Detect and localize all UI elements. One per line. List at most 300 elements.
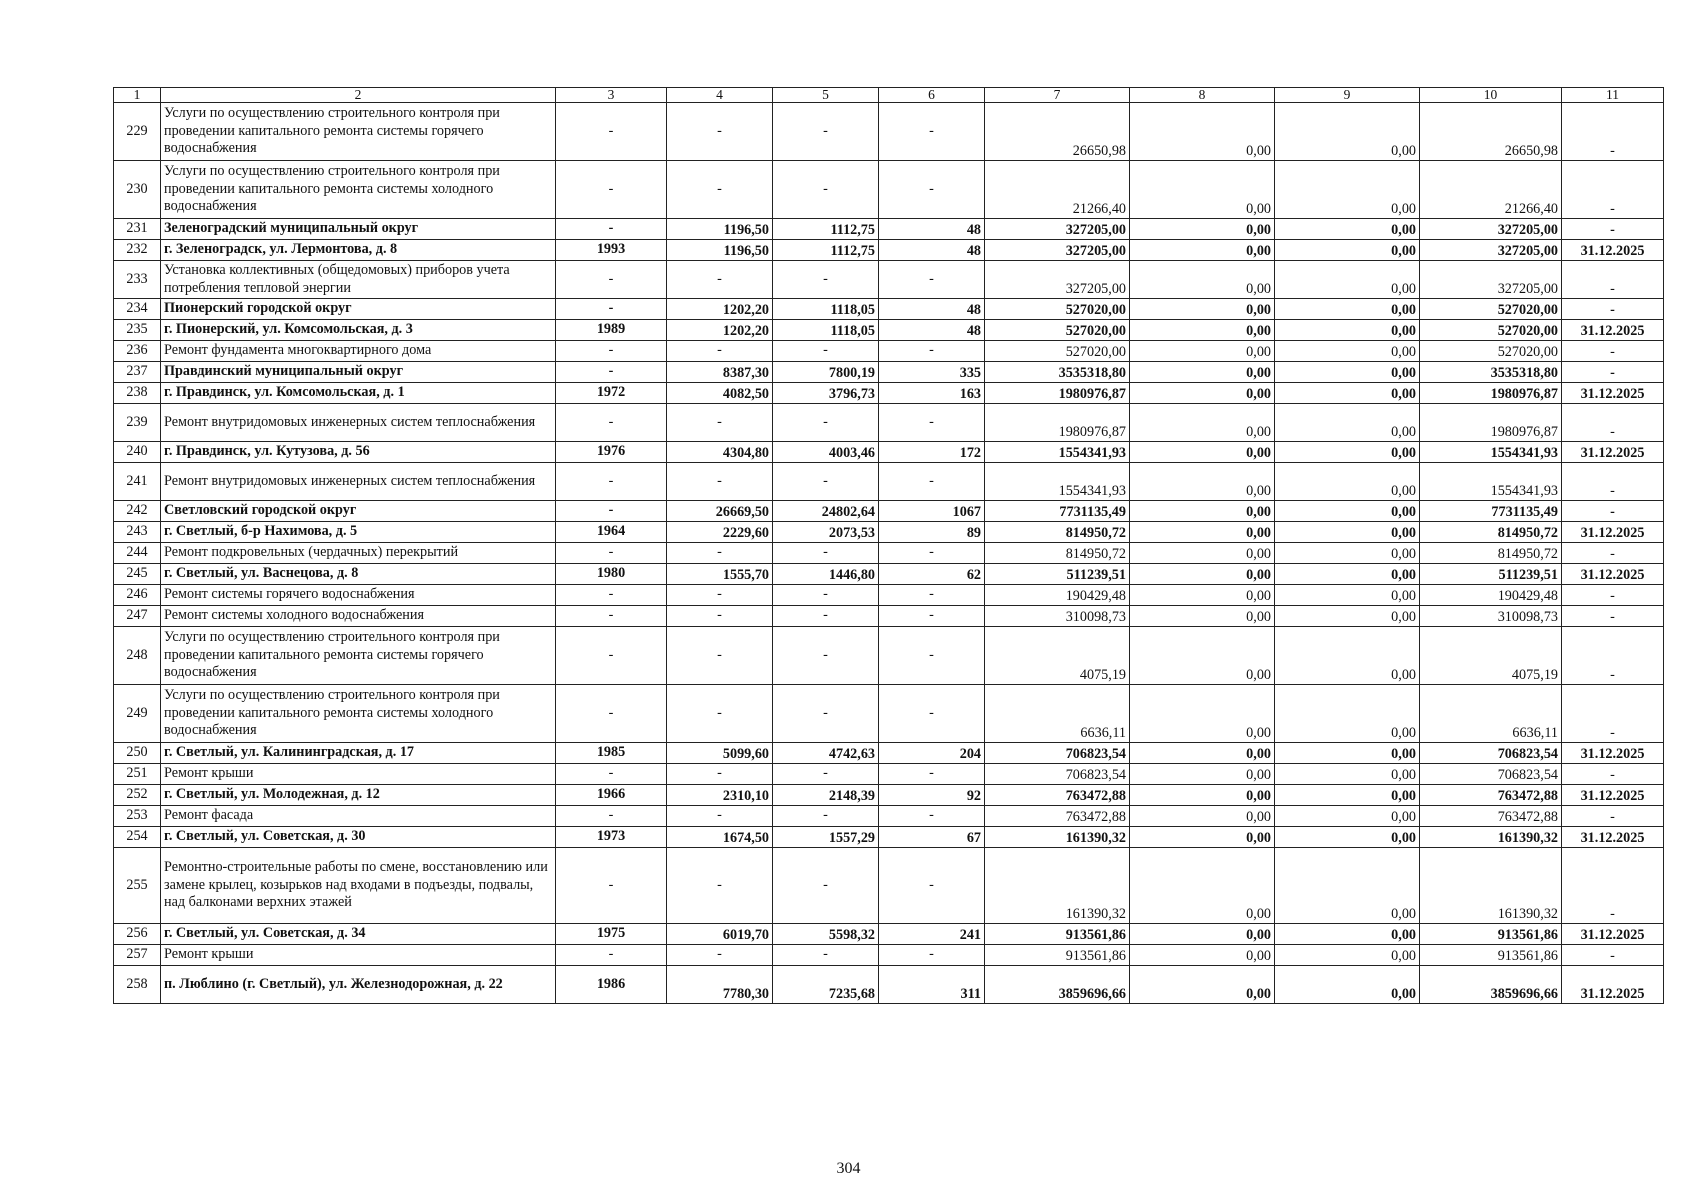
cell-col8: 0,00	[1130, 299, 1275, 320]
cell-col4: -	[667, 261, 773, 299]
table-row	[114, 161, 1664, 219]
cell-col8: 0,00	[1130, 806, 1275, 827]
cell-deadline: 31.12.2025	[1562, 564, 1664, 585]
table-row	[114, 320, 1664, 341]
cell-year: -	[556, 161, 667, 219]
cell-col4: -	[667, 685, 773, 743]
row-number: 247	[114, 606, 161, 627]
cell-year: -	[556, 627, 667, 685]
cell-col4: -	[667, 161, 773, 219]
cell-col10: 913561,86	[1420, 924, 1562, 945]
table-row	[114, 261, 1664, 299]
cell-col4: 6019,70	[667, 924, 773, 945]
row-name: Ремонт крыши	[161, 764, 556, 785]
cell-col8: 0,00	[1130, 585, 1275, 606]
row-number: 255	[114, 848, 161, 924]
register-table-body	[114, 88, 1664, 1004]
cell-col4: -	[667, 341, 773, 362]
cell-col4: -	[667, 585, 773, 606]
table-row	[114, 627, 1664, 685]
cell-col4: -	[667, 945, 773, 966]
cell-col4: -	[667, 404, 773, 442]
row-number: 239	[114, 404, 161, 442]
cell-col7: 527020,00	[985, 320, 1130, 341]
cell-col7: 1554341,93	[985, 463, 1130, 501]
cell-col4: 1196,50	[667, 240, 773, 261]
cell-col4: 1196,50	[667, 219, 773, 240]
row-number: 242	[114, 501, 161, 522]
cell-col8: 0,00	[1130, 362, 1275, 383]
cell-col7: 527020,00	[985, 299, 1130, 320]
cell-deadline: -	[1562, 341, 1664, 362]
cell-col5: 1118,05	[773, 320, 879, 341]
cell-deadline: -	[1562, 806, 1664, 827]
cell-col9: 0,00	[1275, 543, 1420, 564]
row-name: Ремонт системы горячего водоснабжения	[161, 585, 556, 606]
row-name: Ремонт внутридомовых инженерных систем теплоснабжения	[161, 463, 556, 501]
cell-year: -	[556, 543, 667, 564]
cell-year: -	[556, 848, 667, 924]
table-row	[114, 219, 1664, 240]
cell-col9: 0,00	[1275, 685, 1420, 743]
cell-col10: 327205,00	[1420, 261, 1562, 299]
cell-col6: -	[879, 764, 985, 785]
cell-deadline: 31.12.2025	[1562, 522, 1664, 543]
cell-col4: 5099,60	[667, 743, 773, 764]
row-name: Услуги по осуществлению строительного контроля при проведении капитального ремонта системы горячего водоснабжения	[161, 103, 556, 161]
cell-col6: 241	[879, 924, 985, 945]
cell-col6: 311	[879, 966, 985, 1004]
row-number: 245	[114, 564, 161, 585]
cell-col8: 0,00	[1130, 261, 1275, 299]
row-number: 240	[114, 442, 161, 463]
column-number-8: 8	[1130, 88, 1275, 103]
table-row	[114, 924, 1664, 945]
cell-col4: 8387,30	[667, 362, 773, 383]
cell-col5: -	[773, 404, 879, 442]
row-number: 253	[114, 806, 161, 827]
cell-col7: 6636,11	[985, 685, 1130, 743]
row-name: Ремонт фундамента многоквартирного дома	[161, 341, 556, 362]
cell-col7: 706823,54	[985, 743, 1130, 764]
cell-col6: -	[879, 606, 985, 627]
cell-col10: 21266,40	[1420, 161, 1562, 219]
cell-col9: 0,00	[1275, 806, 1420, 827]
cell-col6: 204	[879, 743, 985, 764]
cell-col9: 0,00	[1275, 827, 1420, 848]
cell-col8: 0,00	[1130, 685, 1275, 743]
row-number: 235	[114, 320, 161, 341]
cell-col9: 0,00	[1275, 463, 1420, 501]
cell-year: -	[556, 404, 667, 442]
row-name: Услуги по осуществлению строительного контроля при проведении капитального ремонта системы горячего водоснабжения	[161, 627, 556, 685]
row-name: г. Пионерский, ул. Комсомольская, д. 3	[161, 320, 556, 341]
cell-col4: 26669,50	[667, 501, 773, 522]
table-row	[114, 585, 1664, 606]
row-number: 234	[114, 299, 161, 320]
row-number: 232	[114, 240, 161, 261]
cell-col6: 1067	[879, 501, 985, 522]
cell-col7: 913561,86	[985, 945, 1130, 966]
cell-col9: 0,00	[1275, 764, 1420, 785]
cell-col6: -	[879, 543, 985, 564]
cell-col9: 0,00	[1275, 362, 1420, 383]
cell-col5: 1112,75	[773, 240, 879, 261]
cell-col10: 527020,00	[1420, 299, 1562, 320]
cell-year: 1980	[556, 564, 667, 585]
cell-col8: 0,00	[1130, 627, 1275, 685]
row-name: г. Светлый, ул. Васнецова, д. 8	[161, 564, 556, 585]
column-number-10: 10	[1420, 88, 1562, 103]
cell-year: 1993	[556, 240, 667, 261]
column-number-1: 1	[114, 88, 161, 103]
cell-deadline: -	[1562, 463, 1664, 501]
cell-col7: 814950,72	[985, 543, 1130, 564]
cell-col5: -	[773, 463, 879, 501]
cell-col7: 161390,32	[985, 848, 1130, 924]
cell-col9: 0,00	[1275, 261, 1420, 299]
cell-col9: 0,00	[1275, 966, 1420, 1004]
table-row	[114, 383, 1664, 404]
cell-year: -	[556, 463, 667, 501]
cell-col9: 0,00	[1275, 785, 1420, 806]
column-number-2: 2	[161, 88, 556, 103]
cell-year: -	[556, 764, 667, 785]
cell-col4: 7780,30	[667, 966, 773, 1004]
row-name: г. Правдинск, ул. Кутузова, д. 56	[161, 442, 556, 463]
cell-col6: 172	[879, 442, 985, 463]
cell-col4: 4082,50	[667, 383, 773, 404]
cell-col7: 190429,48	[985, 585, 1130, 606]
cell-deadline: -	[1562, 261, 1664, 299]
cell-col6: 92	[879, 785, 985, 806]
cell-col4: -	[667, 103, 773, 161]
cell-col10: 527020,00	[1420, 320, 1562, 341]
table-row	[114, 501, 1664, 522]
cell-col10: 161390,32	[1420, 848, 1562, 924]
cell-col5: 5598,32	[773, 924, 879, 945]
cell-deadline: 31.12.2025	[1562, 320, 1664, 341]
cell-deadline: -	[1562, 848, 1664, 924]
cell-col4: 4304,80	[667, 442, 773, 463]
cell-deadline: 31.12.2025	[1562, 383, 1664, 404]
cell-col4: -	[667, 543, 773, 564]
cell-deadline: 31.12.2025	[1562, 442, 1664, 463]
cell-col10: 763472,88	[1420, 806, 1562, 827]
column-number-3: 3	[556, 88, 667, 103]
table-row	[114, 442, 1664, 463]
cell-deadline: -	[1562, 501, 1664, 522]
cell-col7: 1554341,93	[985, 442, 1130, 463]
cell-deadline: -	[1562, 606, 1664, 627]
cell-col9: 0,00	[1275, 103, 1420, 161]
row-name: Установка коллективных (общедомовых) приборов учета потребления тепловой энергии	[161, 261, 556, 299]
cell-col5: -	[773, 341, 879, 362]
cell-col9: 0,00	[1275, 848, 1420, 924]
cell-deadline: -	[1562, 945, 1664, 966]
table-row	[114, 848, 1664, 924]
cell-col7: 310098,73	[985, 606, 1130, 627]
cell-year: 1989	[556, 320, 667, 341]
cell-col5: 4742,63	[773, 743, 879, 764]
cell-col6: 67	[879, 827, 985, 848]
cell-col8: 0,00	[1130, 785, 1275, 806]
cell-year: -	[556, 501, 667, 522]
cell-col8: 0,00	[1130, 161, 1275, 219]
cell-col7: 327205,00	[985, 261, 1130, 299]
cell-col7: 511239,51	[985, 564, 1130, 585]
cell-col10: 26650,98	[1420, 103, 1562, 161]
cell-col5: 2148,39	[773, 785, 879, 806]
cell-col5: -	[773, 161, 879, 219]
column-number-4: 4	[667, 88, 773, 103]
cell-col6: -	[879, 261, 985, 299]
cell-col4: 2310,10	[667, 785, 773, 806]
row-name: Зеленоградский муниципальный округ	[161, 219, 556, 240]
cell-col4: 1674,50	[667, 827, 773, 848]
cell-col9: 0,00	[1275, 945, 1420, 966]
row-number: 250	[114, 743, 161, 764]
cell-col6: 163	[879, 383, 985, 404]
cell-year: 1976	[556, 442, 667, 463]
row-name: г. Светлый, ул. Калининградская, д. 17	[161, 743, 556, 764]
row-number: 256	[114, 924, 161, 945]
cell-col10: 1554341,93	[1420, 442, 1562, 463]
cell-col10: 814950,72	[1420, 543, 1562, 564]
cell-col10: 310098,73	[1420, 606, 1562, 627]
cell-col8: 0,00	[1130, 764, 1275, 785]
cell-col10: 913561,86	[1420, 945, 1562, 966]
cell-deadline: -	[1562, 543, 1664, 564]
row-name: Услуги по осуществлению строительного контроля при проведении капитального ремонта системы холодного водоснабжения	[161, 685, 556, 743]
cell-deadline: -	[1562, 627, 1664, 685]
register-table-container	[113, 87, 1663, 1004]
cell-col8: 0,00	[1130, 966, 1275, 1004]
cell-col7: 4075,19	[985, 627, 1130, 685]
cell-col8: 0,00	[1130, 103, 1275, 161]
row-number: 231	[114, 219, 161, 240]
table-row	[114, 606, 1664, 627]
cell-col10: 706823,54	[1420, 764, 1562, 785]
cell-col5: -	[773, 848, 879, 924]
cell-deadline: 31.12.2025	[1562, 785, 1664, 806]
row-name: Ремонт фасада	[161, 806, 556, 827]
cell-col9: 0,00	[1275, 606, 1420, 627]
table-row	[114, 764, 1664, 785]
row-number: 244	[114, 543, 161, 564]
row-number: 254	[114, 827, 161, 848]
cell-col10: 511239,51	[1420, 564, 1562, 585]
cell-col5: -	[773, 606, 879, 627]
table-row	[114, 522, 1664, 543]
cell-col7: 3859696,66	[985, 966, 1130, 1004]
cell-year: -	[556, 606, 667, 627]
cell-col10: 7731135,49	[1420, 501, 1562, 522]
cell-col8: 0,00	[1130, 924, 1275, 945]
cell-col9: 0,00	[1275, 522, 1420, 543]
cell-col9: 0,00	[1275, 383, 1420, 404]
cell-col6: 48	[879, 240, 985, 261]
cell-col7: 763472,88	[985, 806, 1130, 827]
cell-col7: 161390,32	[985, 827, 1130, 848]
cell-col7: 706823,54	[985, 764, 1130, 785]
table-row	[114, 685, 1664, 743]
cell-col5: -	[773, 764, 879, 785]
cell-col8: 0,00	[1130, 404, 1275, 442]
cell-col8: 0,00	[1130, 383, 1275, 404]
cell-col10: 4075,19	[1420, 627, 1562, 685]
row-name: г. Светлый, ул. Советская, д. 34	[161, 924, 556, 945]
cell-col6: 48	[879, 219, 985, 240]
row-number: 258	[114, 966, 161, 1004]
row-number: 249	[114, 685, 161, 743]
table-row	[114, 299, 1664, 320]
cell-col5: -	[773, 945, 879, 966]
cell-deadline: -	[1562, 764, 1664, 785]
cell-deadline: -	[1562, 219, 1664, 240]
cell-col5: -	[773, 627, 879, 685]
row-name: г. Светлый, ул. Советская, д. 30	[161, 827, 556, 848]
row-name: г. Правдинск, ул. Комсомольская, д. 1	[161, 383, 556, 404]
cell-col5: 7800,19	[773, 362, 879, 383]
cell-year: 1973	[556, 827, 667, 848]
cell-col5: 24802,64	[773, 501, 879, 522]
cell-col7: 1980976,87	[985, 383, 1130, 404]
column-number-7: 7	[985, 88, 1130, 103]
row-number: 229	[114, 103, 161, 161]
cell-col8: 0,00	[1130, 827, 1275, 848]
table-row	[114, 827, 1664, 848]
cell-col9: 0,00	[1275, 341, 1420, 362]
cell-deadline: 31.12.2025	[1562, 827, 1664, 848]
cell-col4: -	[667, 627, 773, 685]
cell-col8: 0,00	[1130, 501, 1275, 522]
cell-col5: -	[773, 543, 879, 564]
cell-col6: -	[879, 685, 985, 743]
cell-col7: 1980976,87	[985, 404, 1130, 442]
cell-deadline: 31.12.2025	[1562, 966, 1664, 1004]
cell-col5: 7235,68	[773, 966, 879, 1004]
cell-deadline: -	[1562, 685, 1664, 743]
cell-col9: 0,00	[1275, 404, 1420, 442]
cell-col8: 0,00	[1130, 543, 1275, 564]
cell-col10: 763472,88	[1420, 785, 1562, 806]
cell-col8: 0,00	[1130, 320, 1275, 341]
cell-col4: -	[667, 848, 773, 924]
cell-col4: -	[667, 806, 773, 827]
row-number: 246	[114, 585, 161, 606]
cell-col9: 0,00	[1275, 924, 1420, 945]
cell-col7: 3535318,80	[985, 362, 1130, 383]
table-row	[114, 404, 1664, 442]
cell-col7: 763472,88	[985, 785, 1130, 806]
table-row	[114, 240, 1664, 261]
cell-col7: 327205,00	[985, 240, 1130, 261]
cell-col10: 161390,32	[1420, 827, 1562, 848]
cell-col9: 0,00	[1275, 442, 1420, 463]
cell-year: -	[556, 806, 667, 827]
table-row	[114, 103, 1664, 161]
table-row	[114, 463, 1664, 501]
cell-year: 1975	[556, 924, 667, 945]
cell-col4: -	[667, 764, 773, 785]
row-name: Ремонт внутридомовых инженерных систем теплоснабжения	[161, 404, 556, 442]
cell-col10: 6636,11	[1420, 685, 1562, 743]
cell-col10: 3535318,80	[1420, 362, 1562, 383]
cell-col9: 0,00	[1275, 219, 1420, 240]
cell-col6: -	[879, 103, 985, 161]
cell-year: -	[556, 219, 667, 240]
row-name: Пионерский городской округ	[161, 299, 556, 320]
cell-year: 1986	[556, 966, 667, 1004]
cell-col10: 327205,00	[1420, 219, 1562, 240]
cell-year: 1964	[556, 522, 667, 543]
cell-year: -	[556, 341, 667, 362]
column-number-6: 6	[879, 88, 985, 103]
cell-col9: 0,00	[1275, 299, 1420, 320]
row-number: 238	[114, 383, 161, 404]
cell-col5: 1118,05	[773, 299, 879, 320]
cell-deadline: -	[1562, 161, 1664, 219]
cell-year: -	[556, 261, 667, 299]
cell-col9: 0,00	[1275, 240, 1420, 261]
table-row	[114, 362, 1664, 383]
cell-col10: 527020,00	[1420, 341, 1562, 362]
table-row	[114, 806, 1664, 827]
cell-deadline: -	[1562, 362, 1664, 383]
cell-col6: -	[879, 848, 985, 924]
cell-col7: 26650,98	[985, 103, 1130, 161]
row-name: г. Зеленоградск, ул. Лермонтова, д. 8	[161, 240, 556, 261]
row-name: Услуги по осуществлению строительного контроля при проведении капитального ремонта системы холодного водоснабжения	[161, 161, 556, 219]
table-row	[114, 743, 1664, 764]
cell-deadline: -	[1562, 585, 1664, 606]
row-number: 233	[114, 261, 161, 299]
cell-year: 1985	[556, 743, 667, 764]
column-number-11: 11	[1562, 88, 1664, 103]
row-number: 257	[114, 945, 161, 966]
cell-col6: 48	[879, 320, 985, 341]
cell-col6: -	[879, 404, 985, 442]
cell-col5: -	[773, 261, 879, 299]
row-name: г. Светлый, б-р Нахимова, д. 5	[161, 522, 556, 543]
row-name: Ремонт крыши	[161, 945, 556, 966]
column-number-row	[114, 88, 1664, 103]
row-name: Правдинский муниципальный округ	[161, 362, 556, 383]
cell-col6: -	[879, 341, 985, 362]
cell-col9: 0,00	[1275, 564, 1420, 585]
cell-col7: 7731135,49	[985, 501, 1130, 522]
cell-col6: -	[879, 945, 985, 966]
cell-deadline: -	[1562, 299, 1664, 320]
cell-col6: 89	[879, 522, 985, 543]
row-name: Светловский городской округ	[161, 501, 556, 522]
row-name: Ремонт системы холодного водоснабжения	[161, 606, 556, 627]
cell-deadline: 31.12.2025	[1562, 743, 1664, 764]
cell-col5: 1112,75	[773, 219, 879, 240]
column-number-9: 9	[1275, 88, 1420, 103]
cell-col10: 3859696,66	[1420, 966, 1562, 1004]
cell-col6: 335	[879, 362, 985, 383]
cell-col8: 0,00	[1130, 240, 1275, 261]
cell-deadline: 31.12.2025	[1562, 924, 1664, 945]
cell-deadline: -	[1562, 404, 1664, 442]
cell-col10: 814950,72	[1420, 522, 1562, 543]
cell-col6: -	[879, 585, 985, 606]
cell-col7: 814950,72	[985, 522, 1130, 543]
column-number-5: 5	[773, 88, 879, 103]
cell-col8: 0,00	[1130, 522, 1275, 543]
